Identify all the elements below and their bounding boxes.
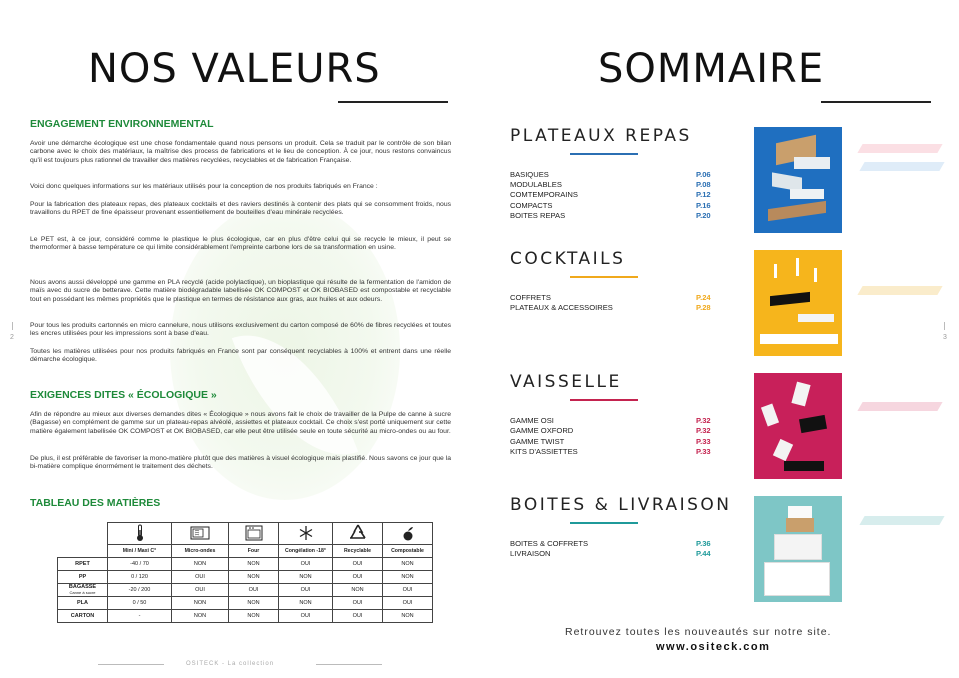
paragraph: Afin de répondre au mieux aux diverses demandes dites « Écologique » nous avons fait le choix de travailler de la Pulpe de canne à sucre (Bagasse) en complément de gamme sur un plateau-repas alvéolé, assiettes et plateaux cocktail. Ce choix s'est porté uniquement sur cette matière également labellisée OK COMPOST et OK BIOBASED, car elle peut être utilisée seule en toute sécurité au micro-ondes ou au four. [30,411,451,435]
toc-item[interactable]: COFFRETS [510,293,551,302]
table-cell: NON [172,597,229,610]
toc-item[interactable]: PLATEAUX & ACCESSOIRES [510,303,613,312]
toc-item[interactable]: COMPACTS [510,201,553,210]
category-underline [570,153,638,155]
compost-icon [383,523,433,545]
snowflake-icon [279,523,333,545]
toc-page[interactable]: P.24 [696,293,711,302]
row-label-sub: Canne à sucre [69,589,96,595]
website-link[interactable]: www.ositeck.com [656,641,771,653]
decor-stripe [859,516,944,525]
paragraph: Le PET est, à ce jour, considéré comme le plastique le plus écologique, car en plus d'être celui qui se recycle le mieux, il peut se thermoformer à basse température ce qui limite considérablement l'empreinte carbone lors de sa transformation en usine. [30,236,451,252]
toc-page[interactable]: P.44 [696,549,711,558]
microwave-icon [172,523,229,545]
decor-stripe [859,162,944,171]
toc-item[interactable]: GAMME TWIST [510,437,565,446]
title-underline [338,101,448,103]
table-cell: OUI [333,597,383,610]
table-row [58,610,433,623]
toc-page[interactable]: P.20 [696,211,711,220]
toc-page[interactable]: P.32 [696,416,711,425]
page-title: SOMMAIRE [598,46,825,92]
paragraph: Pour la fabrication des plateaux repas, des plateaux cocktails et des raviers destinés à contenir des plats qui se consomment froids, nous travaillons du RPET de fine épaisseur provenant essentiellement de bouteilles d'eau minérale recyclées. [30,201,451,217]
table-cell: NON [229,610,279,623]
toc-item[interactable]: BASIQUES [510,170,549,179]
paragraph: Pour tous les produits cartonnés en micro cannelure, nous utilisons exclusivement du carton composé de 60% de fibres recyclées et toutes les encres utilisées pour les impressions sont à base d'eau. [30,322,451,338]
bottom-tagline: Retrouvez toutes les nouveautés sur notre site. [565,626,832,638]
page-tick [12,322,13,330]
table-cell: -20 / 200 [108,584,172,597]
section-heading-ecological: EXIGENCES DITES « ÉCOLOGIQUE » [30,389,217,401]
category-title-cocktails: COCKTAILS [510,249,626,269]
table-cell: OUI [279,558,333,571]
page-title: NOS VALEURS [88,46,381,92]
table-cell: OUI [333,610,383,623]
table-cell: NON [383,558,433,571]
table-cell: OUI [172,571,229,584]
photo-plateaux-repas [754,127,842,233]
oven-icon [229,523,279,545]
paragraph: Toutes les matières utilisées pour nos produits fabriqués en France sont par conséquent recyclables à 100% et entrent dans une réelle démarche écologique. [30,348,451,364]
toc-page[interactable]: P.16 [696,201,711,210]
row-label: CARTON [58,610,108,623]
category-underline [570,276,638,278]
paragraph: Avoir une démarche écologique est une chose fondamentale quand nous pensons un produit. Cela se traduit par le contrôle de son bilan carbone avec le choix des matériaux, la maîtrise des process de fabrications et le lieu de conception. À ce jour, nous restons convaincus qu'il est toujours plus rationnel de travailler des matières recyclées, recyclables et de fabrication Française. [30,140,451,164]
table-cell: NON [229,597,279,610]
table-cell: 0 / 50 [108,597,172,610]
title-underline [821,101,931,103]
table-cell: -40 / 70 [108,558,172,571]
row-label: PP [58,571,108,584]
row-label [58,584,108,597]
table-cell: - [108,610,172,623]
page-number: 3 [943,334,947,341]
toc-item[interactable]: KITS D'ASSIETTES [510,447,578,456]
page-number: 2 [10,334,14,341]
decor-stripe [857,144,942,153]
table-cell: NON [172,558,229,571]
photo-vaisselle [754,373,842,479]
toc-page[interactable]: P.32 [696,426,711,435]
table-cell: NON [279,597,333,610]
table-cell: OUI [172,584,229,597]
footer-rule [316,664,382,665]
toc-page[interactable]: P.12 [696,190,711,199]
section-heading-environment: ENGAGEMENT ENVIRONNEMENTAL [30,118,214,130]
table-row [58,584,433,597]
row-label: RPET [58,558,108,571]
toc-page[interactable]: P.28 [696,303,711,312]
decor-stripe [857,402,942,411]
category-title-vaisselle: VAISSELLE [510,372,622,392]
toc-item[interactable]: LIVRAISON [510,549,551,558]
table-cell: OUI [279,610,333,623]
table-row [58,597,433,610]
table-cell: NON [172,610,229,623]
table-row [58,571,433,584]
toc-item[interactable]: GAMME OSI [510,416,554,425]
toc-item[interactable]: BOITES REPAS [510,211,566,220]
toc-item[interactable]: COMTEMPORAINS [510,190,578,199]
toc-item[interactable]: GAMME OXFORD [510,426,574,435]
category-title-plateaux-repas: PLATEAUX REPAS [510,126,692,146]
table-cell: OUI [383,597,433,610]
toc-page[interactable]: P.36 [696,539,711,548]
category-title-boites-livraison: BOITES & LIVRAISON [510,495,732,515]
thermometer-icon [108,523,172,545]
table-cell: NON [279,571,333,584]
col-header: Four [229,545,279,558]
col-header: Compostable [383,545,433,558]
decor-stripe [857,286,942,295]
table-cell: NON [229,558,279,571]
col-header: Recyclable [333,545,383,558]
col-header: Micro-ondes [172,545,229,558]
table-cell: OUI [279,584,333,597]
footer-rule [98,664,164,665]
table-cell: OUI [383,584,433,597]
table-cell: OUI [333,571,383,584]
photo-boites-livraison [754,496,842,602]
paragraph: Voici donc quelques informations sur les matériaux utilisés pour la conception de nos produits fabriqués en France : [30,183,378,190]
table-cell: NON [229,571,279,584]
paragraph: De plus, il est préférable de favoriser la mono-matière plutôt que des matières à visuel écologique mais plastifié. Nous savons ce jour que la bi-matière complique énormément le traitement des déchets. [30,455,451,471]
row-label-name: BAGASSE [68,583,97,590]
page-tick [944,322,945,330]
table-cell: 0 / 120 [108,571,172,584]
toc-page[interactable]: P.33 [696,447,711,456]
toc-item[interactable]: BOITES & COFFRETS [510,539,589,548]
section-heading-table: TABLEAU DES MATIÈRES [30,497,161,509]
toc-page[interactable]: P.33 [696,437,711,446]
paragraph: Nous avons aussi développé une gamme en PLA recyclé (acide polylactique), un bioplastique qui résulte de la fermentation de l'amidon de maïs avec du sucre de betterave. Cette matière biodégradable labellisée OK COMPOST et OK BIOBASED est compostable et recyclable tout en possédant les mêmes propriétés que le plastique en termes de résistance aux gras, aux huiles et aux odeurs. [30,279,451,303]
photo-cocktails [754,250,842,356]
category-underline [570,399,638,401]
row-label: PLA [58,597,108,610]
table-cell: OUI [229,584,279,597]
table-cell: NON [383,610,433,623]
table-cell: NON [383,571,433,584]
toc-page[interactable]: P.08 [696,180,711,189]
footer-text: OSITECK - La collection [186,661,275,667]
table-cell: NON [333,584,383,597]
table-cell: OUI [333,558,383,571]
col-header: Mini / Maxi C° [108,545,172,558]
table-row [58,558,433,571]
toc-item[interactable]: MODULABLES [510,180,562,189]
col-header: Congélation -18° [279,545,333,558]
materials-table [57,522,433,623]
category-underline [570,522,638,524]
recycle-icon [333,523,383,545]
toc-page[interactable]: P.06 [696,170,711,179]
right-page [480,0,959,678]
